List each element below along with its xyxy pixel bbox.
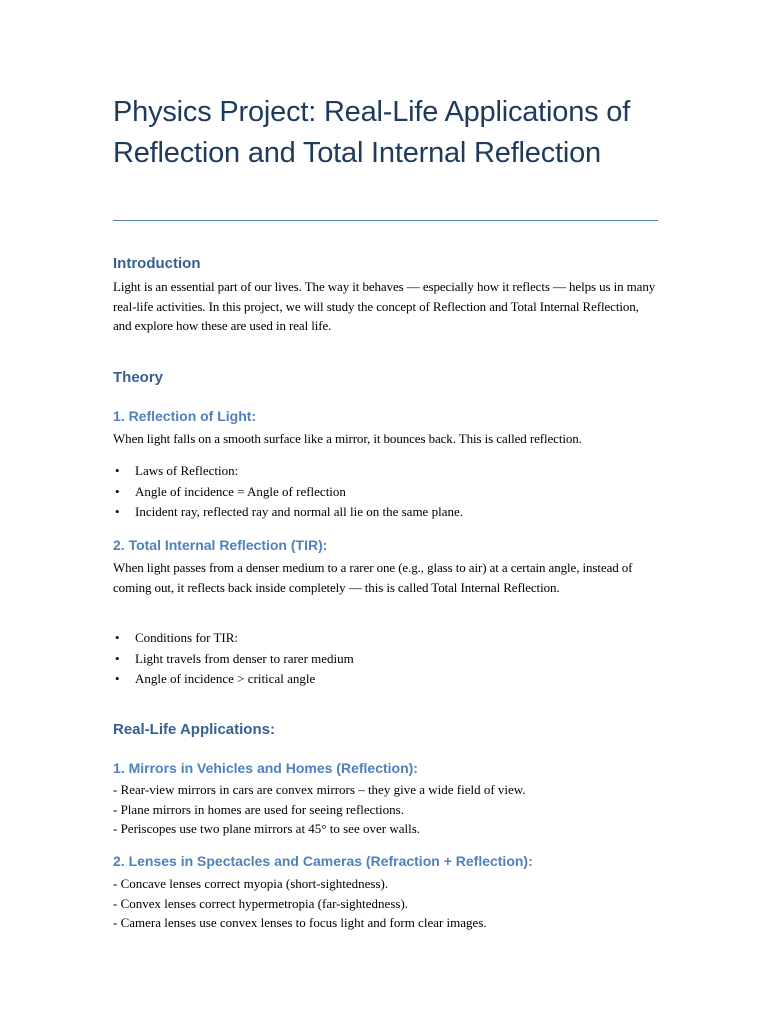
document-title: Physics Project: Real-Life Applications of Reflection and Total Internal Reflection bbox=[113, 96, 631, 169]
list-item: - Plane mirrors in homes are used for seeing reflections. bbox=[113, 801, 404, 817]
heading-reflection: 1. Reflection of Light: bbox=[113, 408, 257, 424]
list-item: - Camera lenses use convex lenses to focus light and form clear images. bbox=[113, 915, 487, 930]
list-item: • Light travels from denser to rarer medium bbox=[113, 649, 658, 670]
list-item: • Angle of incidence > critical angle bbox=[113, 669, 658, 690]
heading-introduction: Introduction bbox=[113, 255, 201, 272]
list-item: - Convex lenses correct hypermetropia (far-sightedness). bbox=[113, 895, 409, 911]
list-item: • Incident ray, reflected ray and normal all lie on the same plane. bbox=[113, 502, 658, 523]
list-item: • Conditions for TIR: bbox=[113, 628, 658, 649]
heading-tir: 2. Total Internal Reflection (TIR): bbox=[113, 537, 328, 553]
lenses-lines bbox=[113, 874, 658, 933]
tir-bullets bbox=[113, 628, 658, 690]
heading-theory: Theory bbox=[113, 369, 164, 386]
mirrors-lines bbox=[113, 780, 658, 839]
introduction-text: Light is an essential part of our lives. The way it behaves — especially how it reflects — helps us in many real-life activities. In this project, we will study the concept of Reflection and Total Internal Reflection, and explore how these are used in real life. bbox=[113, 279, 656, 333]
heading-lenses: 2. Lenses in Spectacles and Cameras (Refraction + Reflection): bbox=[113, 853, 533, 869]
list-item: - Concave lenses correct myopia (short-sightedness). bbox=[113, 876, 389, 891]
reflection-text: When light falls on a smooth surface like a mirror, it bounces back. This is called reflection. bbox=[113, 431, 582, 446]
heading-mirrors: 1. Mirrors in Vehicles and Homes (Reflection): bbox=[113, 760, 418, 776]
reflection-bullets bbox=[113, 461, 658, 523]
list-item: • Laws of Reflection: bbox=[113, 461, 658, 482]
heading-applications: Real-Life Applications: bbox=[113, 721, 275, 738]
list-item: • Angle of incidence = Angle of reflection bbox=[113, 482, 658, 503]
tir-text: When light passes from a denser medium to a rarer one (e.g., glass to air) at a certain angle, instead of coming out, it reflects back inside completely — this is called Total Internal Reflection. bbox=[113, 560, 633, 595]
list-item: - Rear-view mirrors in cars are convex mirrors – they give a wide field of view. bbox=[113, 782, 526, 797]
list-item: - Periscopes use two plane mirrors at 45° to see over walls. bbox=[113, 821, 421, 836]
title-divider bbox=[113, 220, 658, 221]
